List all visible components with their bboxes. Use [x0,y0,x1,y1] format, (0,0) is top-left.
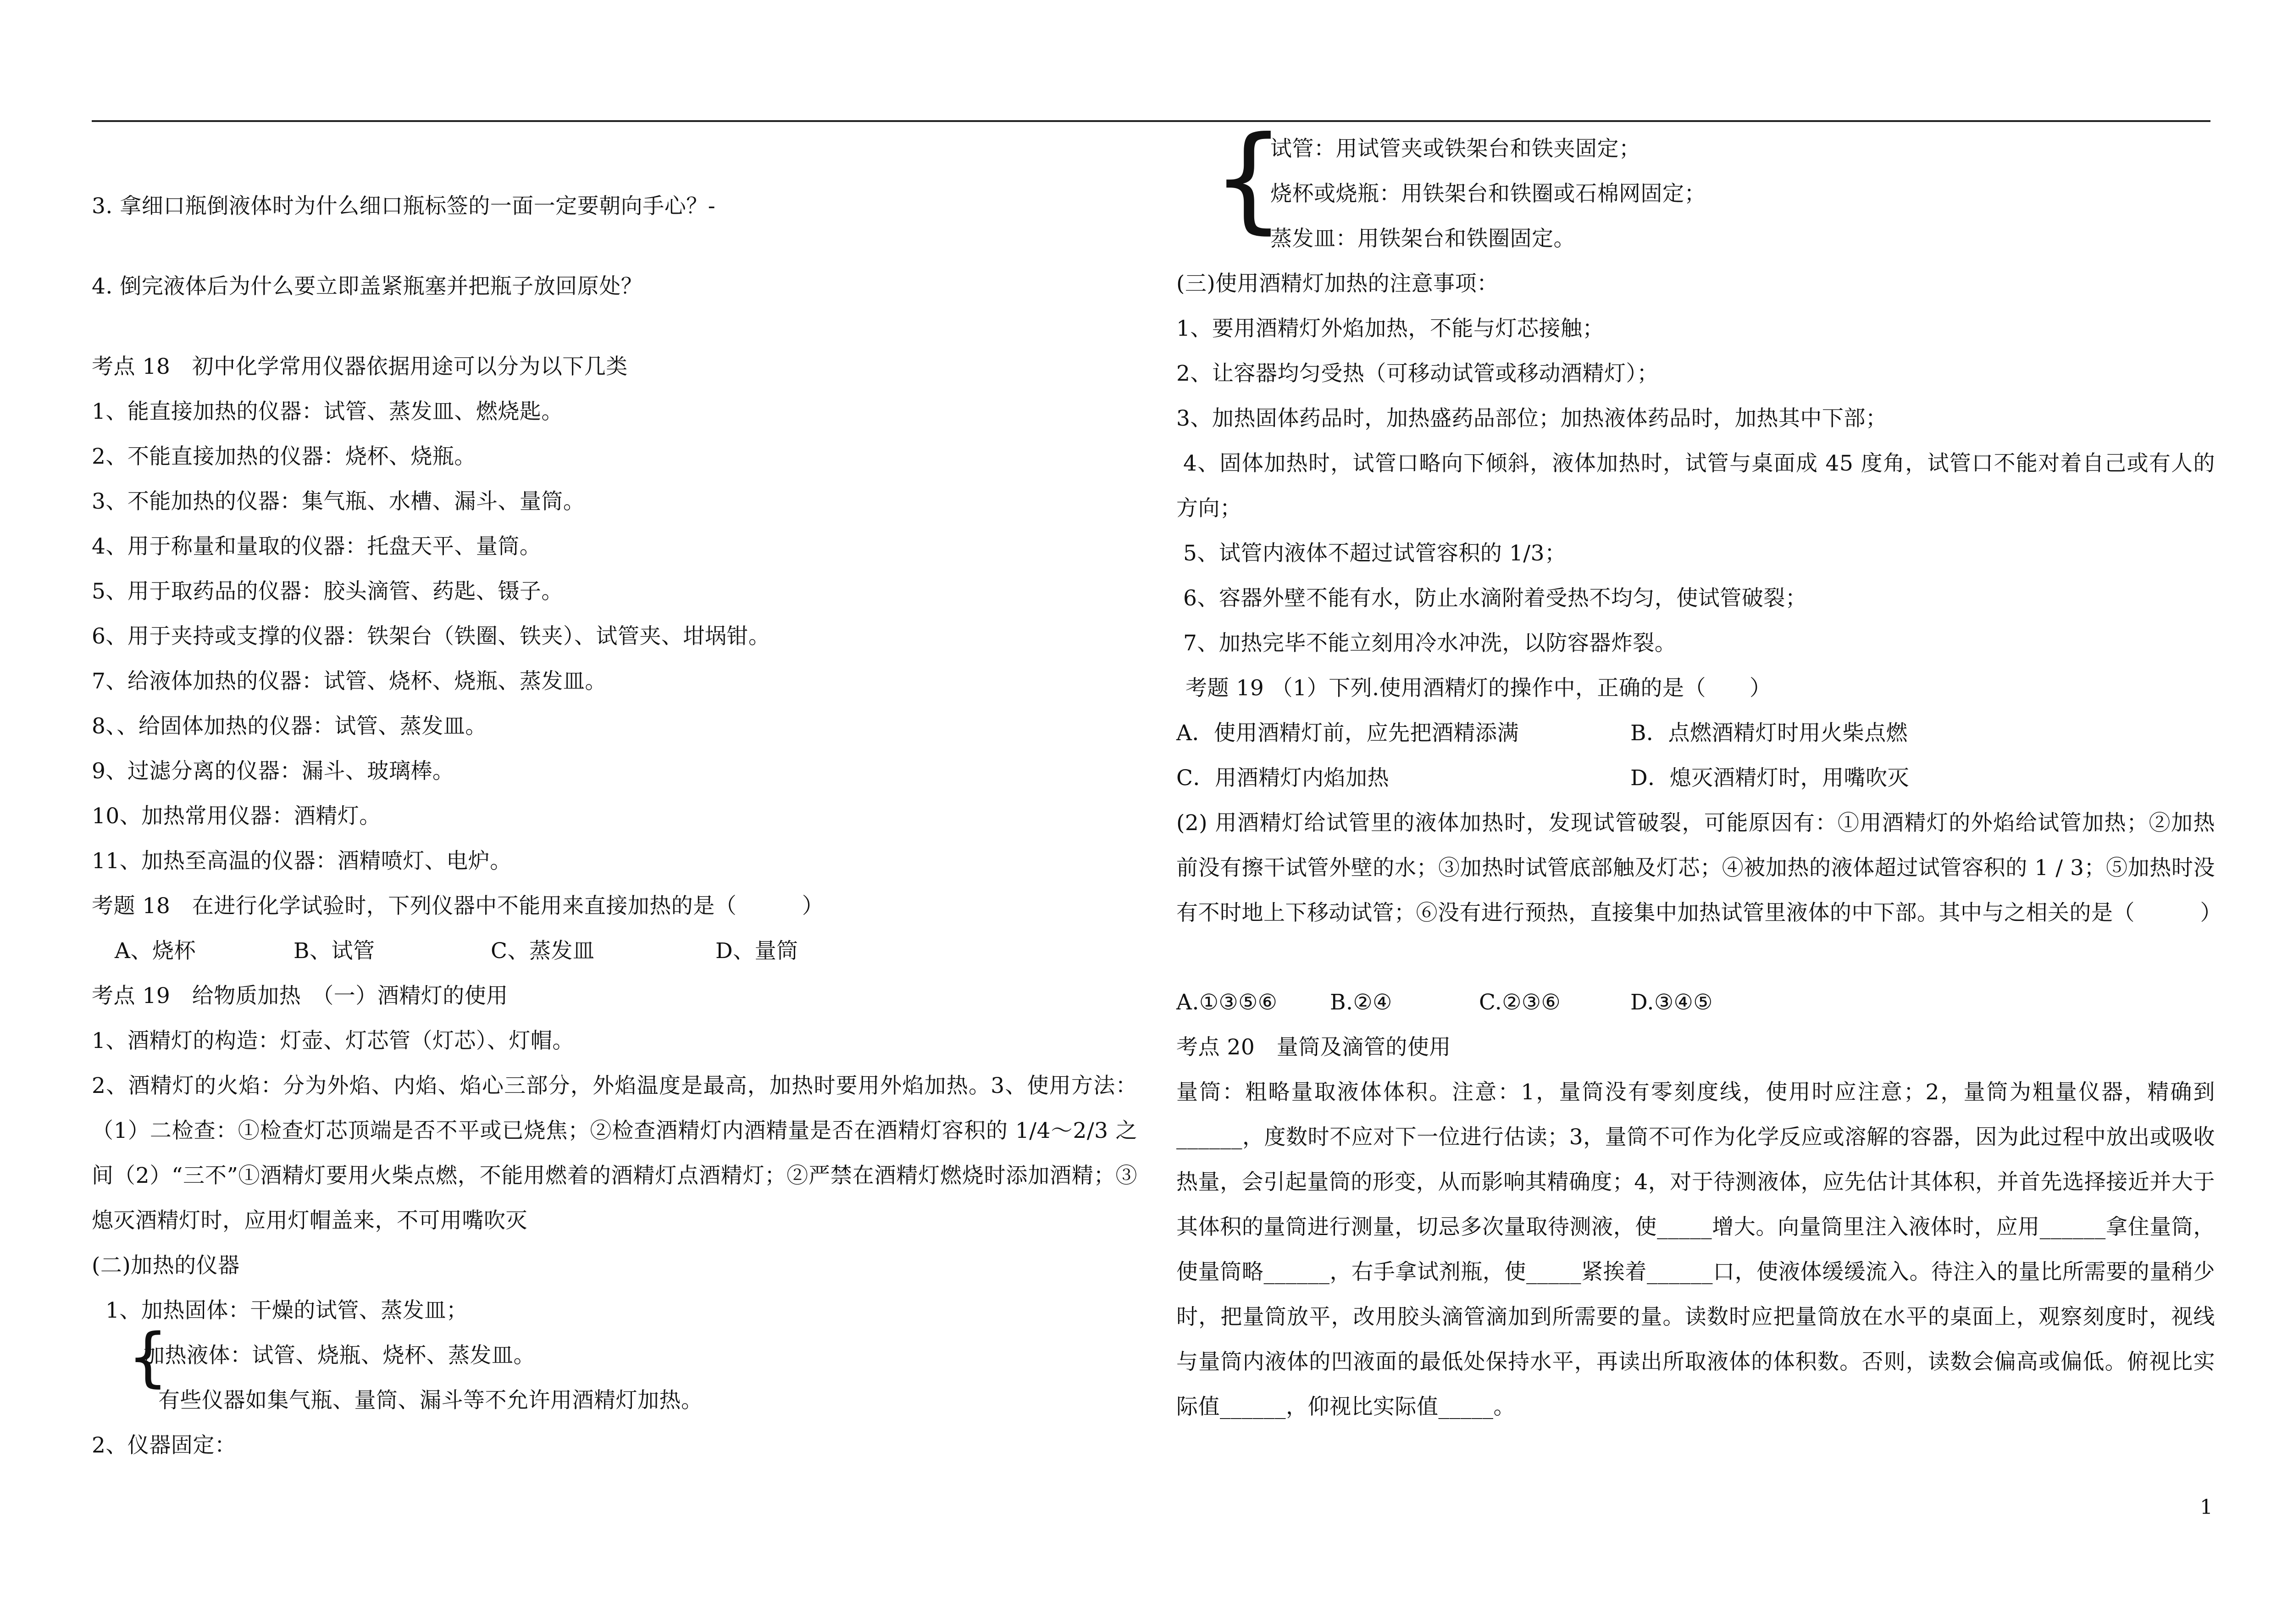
kd18-item-8: 8、、给固体加热的仪器：试管、蒸发皿。 [92,714,487,739]
heating-instruments-title: (二)加热的仪器 [92,1253,240,1278]
fix-item-beaker: 烧杯或烧瓶：用铁架台和铁圈或石棉网固定； [1270,181,1706,206]
kt19-q1-option-b: B．点燃酒精灯时用火柴点燃 [1630,721,1908,746]
kd18-item-1: 1、能直接加热的仪器：试管、蒸发皿、燃烧匙。 [92,399,563,424]
kd18-item-3: 3、不能加热的仪器：集气瓶、水槽、漏斗、量筒。 [92,489,585,514]
heating-item-liquid: 加热液体：试管、烧瓶、烧杯、蒸发皿。 [143,1343,535,1368]
kt19-question-2: (2) 用酒精灯给试管里的液体加热时，发现试管破裂，可能原因有：①用酒精灯的外焰给试管加热；②加热前没有擦干试管外壁的水；③加热时试管底部触及灯芯；④被加热的液体超过试管容积的 1 / 3；⑤加热时没有不时地上下移动试管；⑥没有进行预热，直接集中加热试管里液体的中下部。其中与之相关的是（ ） [1176,810,2222,926]
page-number: 1 [2200,1496,2213,1519]
fix-item-evaporating-dish: 蒸发皿：用铁架台和铁圈固定。 [1270,226,1575,251]
right-brace-icon: { [1212,111,1285,245]
kd18-item-11: 11、加热至高温的仪器：酒精喷灯、电炉。 [92,848,512,874]
kd20-title: 考点 20 量筒及滴管的使用 [1176,1035,1451,1060]
question-3: 3. 拿细口瓶倒液体时为什么细口瓶标签的一面一定要朝向手心？- [92,194,716,219]
note-3: 3、加热固体药品时，加热盛药品部位；加热液体药品时，加热其中下部； [1176,406,1888,431]
kd18-item-5: 5、用于取药品的仪器：胶头滴管、药匙、镊子。 [92,579,563,604]
note-4: 4、固体加热时，试管口略向下倾斜，液体加热时，试管与桌面成 45 度角，试管口不能对着自己或有人的方向； [1176,451,2215,521]
kd19-title: 考点 19 给物质加热 （一）酒精灯的使用 [92,983,508,1009]
note-2: 2、让容器均匀受热（可移动试管或移动酒精灯）； [1176,361,1659,386]
kt19-q1-option-c: C．用酒精灯内焰加热 [1176,765,1389,791]
header-rule [92,120,2210,122]
left-brace-icon: { [127,1320,169,1395]
kd19-paragraph-1: 1、酒精灯的构造：灯壶、灯芯管（灯芯）、灯帽。 [92,1028,574,1053]
kd18-item-9: 9、过滤分离的仪器：漏斗、玻璃棒。 [92,759,454,784]
question-4: 4. 倒完液体后为什么要立即盖紧瓶塞并把瓶子放回原处？ [92,274,643,299]
kt19-q1-option-a: A．使用酒精灯前，应先把酒精添满 [1176,721,1519,746]
kd18-item-7: 7、给液体加热的仪器：试管、烧杯、烧瓶、蒸发皿。 [92,669,607,694]
heating-item-forbidden: 有些仪器如集气瓶、量筒、漏斗等不允许用酒精灯加热。 [158,1388,703,1413]
kt19-q2-option-b: B.②④ [1330,990,1392,1015]
kt19-q1-option-d: D．熄灭酒精灯时，用嘴吹灭 [1630,765,1910,791]
note-1: 1、要用酒精灯外焰加热，不能与灯芯接触； [1176,316,1604,341]
fix-item-test-tube: 试管：用试管夹或铁架台和铁夹固定； [1270,136,1641,161]
kt18-option-d: D、量筒 [715,938,798,964]
kt19-q2-option-a: A.①③⑤⑥ [1176,990,1278,1015]
kt18-option-a: A、烧杯 [115,938,196,964]
kd18-item-2: 2、不能直接加热的仪器：烧杯、烧瓶。 [92,444,476,469]
kd18-item-4: 4、用于称量和量取的仪器：托盘天平、量筒。 [92,534,542,559]
instrument-fixing-title: 2、仪器固定： [92,1433,237,1458]
kt19-q2-option-d: D.③④⑤ [1630,990,1713,1015]
note-6: 6、容器外壁不能有水，防止水滴附着受热不均匀，使试管破裂； [1183,586,1807,611]
notes-title: (三)使用酒精灯加热的注意事项： [1176,271,1499,296]
kt19-q2-option-c: C.②③⑥ [1479,990,1561,1015]
note-7: 7、加热完毕不能立刻用冷水冲洗，以防容器炸裂。 [1183,631,1677,656]
kt18-option-c: C、蒸发皿 [491,938,595,964]
note-5: 5、试管内液体不超过试管容积的 1/3； [1183,541,1567,566]
kd18-title: 考点 18 初中化学常用仪器依据用途可以分为以下几类 [92,354,628,379]
kd18-item-10: 10、加热常用仪器：酒精灯。 [92,804,381,829]
kd20-body: 量筒：粗略量取液体体积。注意：1，量筒没有零刻度线，使用时应注意；2，量筒为粗量仪器，精确到______，度数时不应对下一位进行估读；3，量筒不可作为化学反应或溶解的容器，因为此过程中放出或吸收热量，会引起量筒的形变，从而影响其精确度；4，对于待测液体，应先估计其体积，并首先选择接近并大于其体积的量筒进行测量，切忌多次量取待测液，使_____增大。向量筒里注入液体时，应用______拿住量筒，使量筒略______，右手拿试剂瓶，使_____紧挨着______口，使液体缓缓流入。待注入的量比所需要的量稍少时，把量筒放平，改用胶头滴管滴加到所需要的量。读数时应把量筒放在水平的桌面上，观察刻度时，视线与量筒内液体的凹液面的最低处保持水平，再读出所取液体的体积数。否则，读数会偏高或偏低。俯视比实际值______，仰视比实际值_____。 [1176,1080,2215,1419]
kt19-question-1: 考题 19 （1）下列.使用酒精灯的操作中，正确的是（ ） [1185,676,1772,701]
kt18-question: 考题 18 在进行化学试验时，下列仪器中不能用来直接加热的是（ ） [92,893,824,919]
kt18-option-b: B、试管 [294,938,375,964]
kd19-paragraph-2: 2、酒精灯的火焰：分为外焰、内焰、焰心三部分，外焰温度是最高，加热时要用外焰加热。3、使用方法：（1）二检查：①检查灯芯顶端是否不平或已烧焦；②检查酒精灯内酒精量是否在酒精灯容积的 1/4～2/3 之间（2）“三不”①酒精灯要用火柴点燃，不能用燃着的酒精灯点酒精灯；②严禁在酒精灯燃烧时添加酒精；③熄灭酒精灯时，应用灯帽盖来，不可用嘴吹灭 [92,1073,1137,1233]
kd18-item-6: 6、用于夹持或支撑的仪器：铁架台（铁圈、铁夹）、试管夹、坩埚钳。 [92,624,770,649]
heating-item-solid: 1、加热固体：干燥的试管、蒸发皿； [105,1298,468,1323]
